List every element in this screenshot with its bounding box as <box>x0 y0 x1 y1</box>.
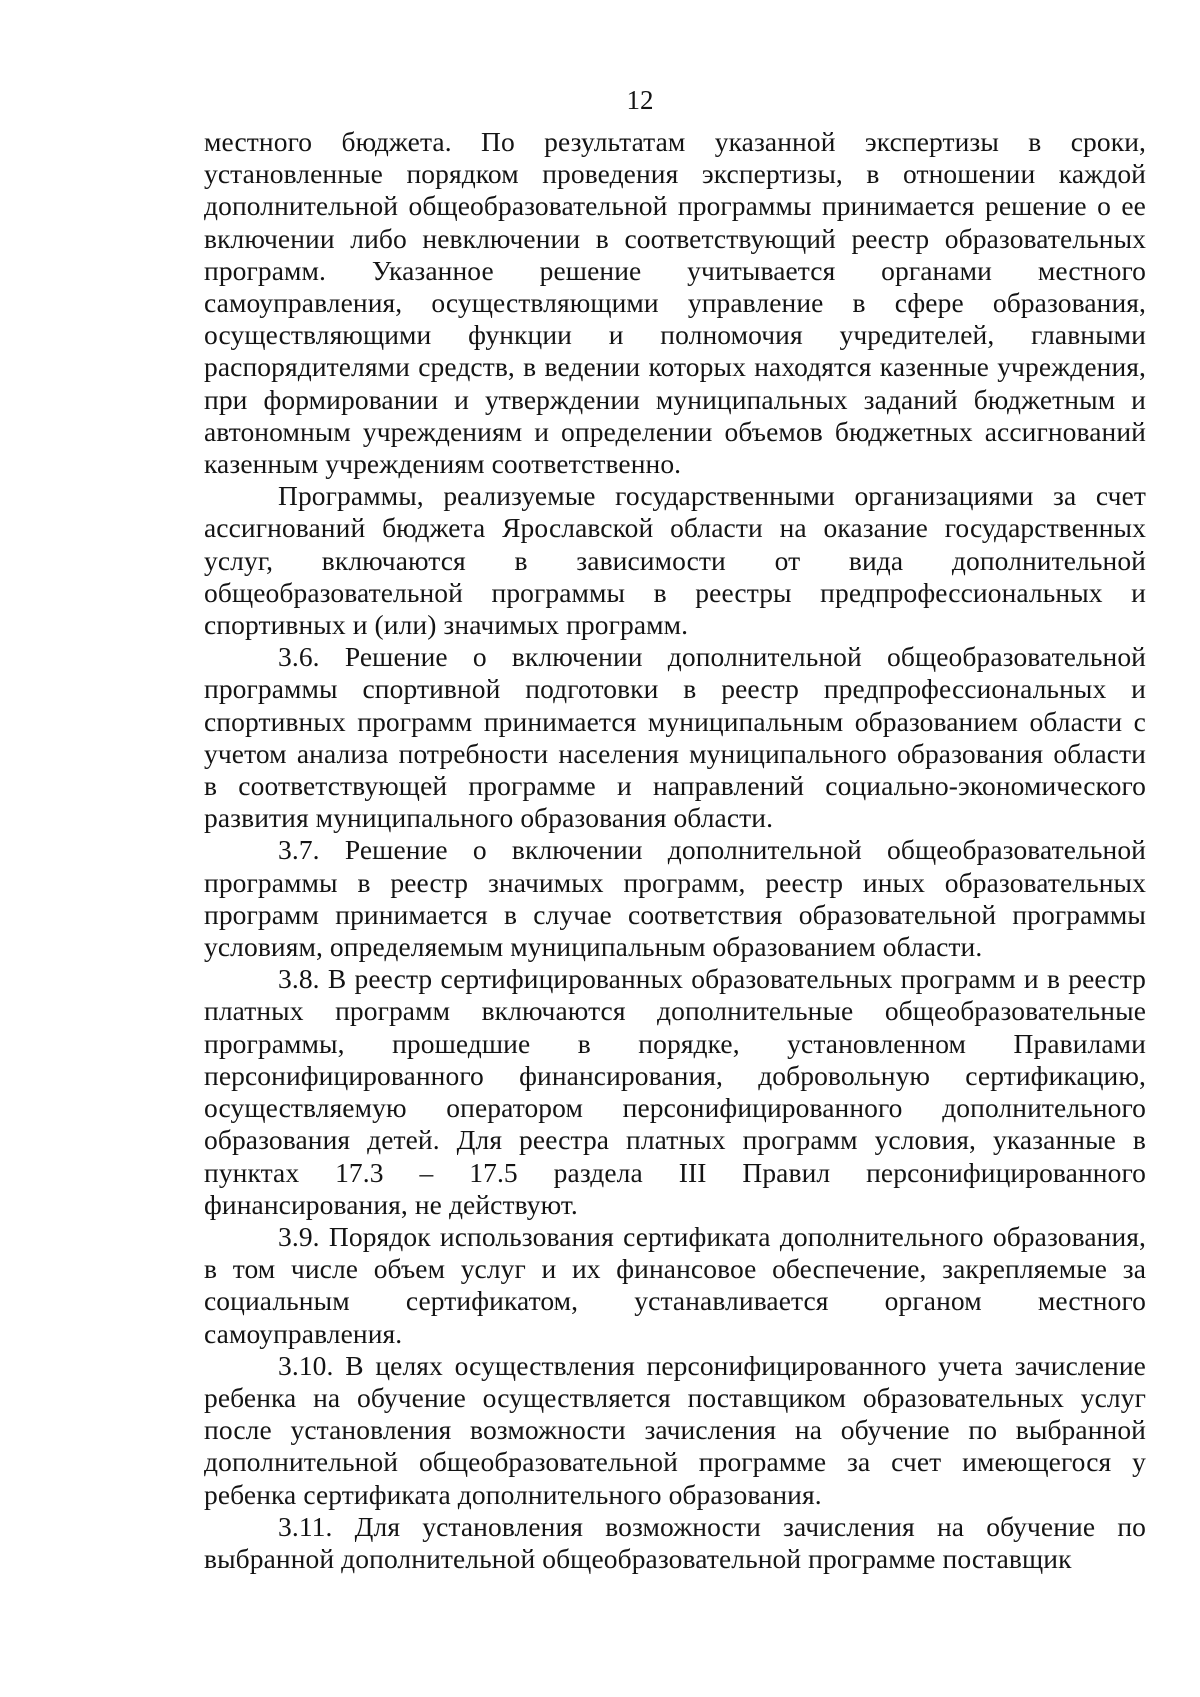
page-number: 12 <box>626 85 654 115</box>
paragraph-3-10: 3.10. В целях осуществления персонифицированного учета зачисление ребенка на обучение осуществляется поставщиком образовательных услуг после установления возможности зачисления на обучение по выбранной дополнительной общеобразовательной программе за счет имеющегося у ребенка сертификата дополнительного образования. <box>204 1349 1146 1510</box>
paragraph-programs-state-organizations: Программы, реализуемые государственными организациями за счет ассигнований бюджета Ярославской области на оказание государственных услуг, включаются в зависимости от вида дополнительной общеобразовательной программы в реестры предпрофессиональных и спортивных и (или) значимых программ. <box>204 480 1146 641</box>
paragraph-continuation: местного бюджета. По результатам указанной экспертизы в сроки, установленные порядком проведения экспертизы, в отношении каждой дополнительной общеобразовательной программы принимается решение о ее включении либо невключении в соответствующий реестр образовательных программ. Указанное решение учитывается органами местного самоуправления, осуществляющими управление в сфере образования, осуществляющими функции и полномочия учредителей, главными распорядителями средств, в ведении которых находятся казенные учреждения, при формировании и утверждении муниципальных заданий бюджетным и автономным учреждениям и определении объемов бюджетных ассигнований казенным учреждениям соответственно. <box>204 126 1146 480</box>
paragraph-3-7: 3.7. Решение о включении дополнительной общеобразовательной программы в реестр значимых программ, реестр иных образовательных программ принимается в случае соответствия образовательной программы условиям, определяемым муниципальным образованием области. <box>204 834 1146 963</box>
paragraph-3-9: 3.9. Порядок использования сертификата дополнительного образования, в том числе объем услуг и их финансовое обеспечение, закрепляемые за социальным сертификатом, устанавливается органом местного самоуправления. <box>204 1220 1146 1349</box>
paragraph-3-8: 3.8. В реестр сертифицированных образовательных программ и в реестр платных программ включаются дополнительные общеобразовательные программы, прошедшие в порядке, установленном Правилами персонифицированного финансирования, добровольную сертификацию, осуществляемую оператором персонифицированного дополнительного образования детей. Для реестра платных программ условия, указанные в пунктах 17.3 – 17.5 раздела III Правил персонифицированного финансирования, не действуют. <box>204 963 1146 1220</box>
paragraph-3-6: 3.6. Решение о включении дополнительной общеобразовательной программы спортивной подготовки в реестр предпрофессиональных и спортивных программ принимается муниципальным образованием области с учетом анализа потребности населения муниципального образования области в соответствующей программе и направлений социально-экономического развития муниципального образования области. <box>204 641 1146 834</box>
paragraph-3-11: 3.11. Для установления возможности зачисления на обучение по выбранной дополнительной общеобразовательной программе поставщик <box>204 1510 1146 1574</box>
document-body <box>204 126 1146 1575</box>
